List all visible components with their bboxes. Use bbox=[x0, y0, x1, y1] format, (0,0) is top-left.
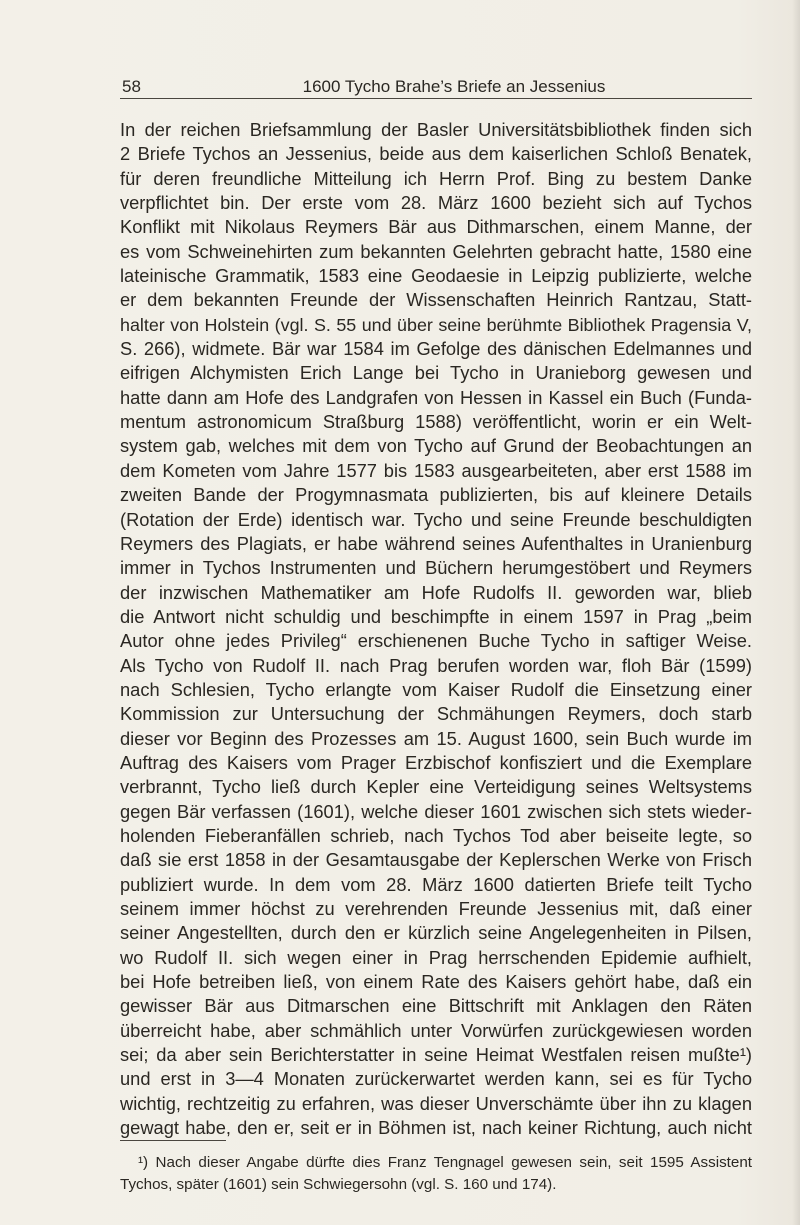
text-line: es vom Schweinehirten zum bekannten Gelehrten gebracht hatte, 1580 eine bbox=[120, 240, 752, 262]
text-line: verpflichtet bin. Der erste vom 28. März 1600 bezieht sich auf Tychos bbox=[120, 192, 752, 214]
text-line: die Antwort nicht schuldig und beschimpfte in einem 1597 in Prag „beim bbox=[120, 605, 752, 627]
page-number: 58 bbox=[122, 77, 141, 96]
text-line: Als Tycho von Rudolf II. nach Prag berufen worden war, floh Bär (1599) bbox=[120, 654, 752, 676]
text-line: sei; da aber sein Berichterstatter in seine Heimat Westfalen reisen mußte¹) bbox=[120, 1044, 752, 1066]
text-line: eifrigen Alchymisten Erich Lange bei Tycho in Uranieborg gewesen und bbox=[120, 362, 752, 384]
text-line: der inzwischen Mathematiker am Hofe Rudolfs II. geworden war, blieb bbox=[120, 581, 752, 603]
text-line: dem Kometen vom Jahre 1577 bis 1583 ausgearbeiteten, aber erst 1588 im bbox=[120, 459, 752, 481]
text-line: er dem bekannten Freunde der Wissenschaften Heinrich Rantzau, Statt- bbox=[120, 289, 752, 311]
text-line: gewisser Bär aus Ditmarschen eine Bittschrift mit Anklagen den Räten bbox=[120, 995, 752, 1017]
text-line: verbrannt, Tycho ließ durch Kepler eine Verteidigung seines Weltsystems bbox=[120, 776, 752, 798]
text-line: lateinische Grammatik, 1583 eine Geodaesie in Leipzig publizierte, welche bbox=[120, 265, 752, 287]
text-line: system gab, welches mit dem von Tycho auf Grund der Beobachtungen an bbox=[120, 435, 752, 457]
text-line: immer in Tychos Instrumenten und Büchern herumgestöbert und Reymers bbox=[120, 557, 752, 579]
text-line: Kommission zur Untersuchung der Schmähungen Reymers, doch starb bbox=[120, 703, 752, 725]
text-line: überreicht habe, aber schmählich unter Vorwürfen zurückgewiesen worden bbox=[120, 1019, 752, 1041]
text-line: wichtig, rechtzeitig zu erfahren, was dieser Unverschämte über ihn zu klagen bbox=[120, 1092, 752, 1114]
text-line: dieser vor Beginn des Prozesses am 15. August 1600, sein Buch wurde im bbox=[120, 727, 752, 749]
text-line: wo Rudolf II. sich wegen einer in Prag herrschenden Epidemie aufhielt, bbox=[120, 946, 752, 968]
text-line: publiziert wurde. In dem vom 28. März 1600 datierten Briefe teilt Tycho bbox=[120, 873, 752, 895]
running-title: 1600 Tycho Brahe’s Briefe an Jessenius bbox=[302, 77, 606, 96]
footnote-divider bbox=[120, 1140, 226, 1141]
text-line: und erst in 3—4 Monaten zurückerwartet werden kann, sei es für Tycho bbox=[120, 1068, 752, 1090]
page-header bbox=[120, 76, 752, 99]
text-line: seiner Angestellten, durch den er kürzlich seine Angelegenheiten in Pilsen, bbox=[120, 922, 752, 944]
text-line: seinem immer höchst zu verehrenden Freunde Jessenius mit, daß einer bbox=[120, 898, 752, 919]
text-line: gegen Bär verfassen (1601), welche dieser 1601 zwischen sich stets wieder- bbox=[120, 800, 752, 822]
text-line: Autor ohne jedes Privileg“ erschienenen Buche Tycho in saftiger Weise. bbox=[120, 630, 752, 652]
text-line: In der reichen Briefsammlung der Basler Universitätsbibliothek finden sich bbox=[120, 119, 752, 140]
text-line: bei Hofe betreiben ließ, von einem Rate des Kaisers gehört habe, daß ein bbox=[120, 971, 752, 993]
footnote bbox=[120, 1152, 752, 1196]
text-line: daß sie erst 1858 in der Gesamtausgabe der Keplerschen Werke von Frisch bbox=[120, 849, 752, 871]
text-line: holenden Fieberanfällen schrieb, nach Tychos Tod aber beiseite legte, so bbox=[120, 824, 752, 846]
body-text bbox=[120, 118, 752, 1140]
text-line: Konflikt mit Nikolaus Reymers Bär aus Dithmarschen, einem Manne, der bbox=[120, 216, 752, 238]
text-line: gewagt habe, den er, seit er in Böhmen ist, nach keiner Richtung, auch nicht bbox=[120, 1117, 752, 1139]
footnote-line: ¹) Nach dieser Angabe dürfte dies Franz Tengnagel gewesen sein, seit 1595 Assistent bbox=[138, 1154, 752, 1171]
footnote-line: Tychos, später (1601) sein Schwiegersohn (vgl. S. 160 und 174). bbox=[120, 1176, 557, 1193]
text-line: S. 266), widmete. Bär war 1584 im Gefolge des dänischen Edelmannes und bbox=[120, 338, 752, 360]
text-line: 2 Briefe Tychos an Jessenius, beide aus dem kaiserlichen Schloß Benatek, bbox=[120, 143, 752, 165]
text-line: (Rotation der Erde) identisch war. Tycho und seine Freunde beschuldigten bbox=[120, 508, 752, 530]
text-line: halter von Holstein (vgl. S. 55 und über seine berühmte Bibliothek Pragensia V, bbox=[120, 314, 752, 335]
text-line: Auftrag des Kaisers vom Prager Erzbischof konfisziert und die Exemplare bbox=[120, 751, 752, 773]
text-line: zweiten Bande der Progymnasmata publizierten, bis auf kleinere Details bbox=[120, 484, 752, 506]
text-line: hatte dann am Hofe des Landgrafen von Hessen in Kassel ein Buch (Funda- bbox=[120, 386, 752, 408]
text-line: mentum astronomicum Straßburg 1588) veröffentlicht, worin er ein Welt- bbox=[120, 411, 752, 433]
text-line: für deren freundliche Mitteilung ich Herrn Prof. Bing zu bestem Danke bbox=[120, 167, 752, 189]
text-line: Reymers des Plagiats, er habe während seines Aufenthaltes in Uranienburg bbox=[120, 532, 752, 554]
text-line: nach Schlesien, Tycho erlangte vom Kaiser Rudolf die Einsetzung einer bbox=[120, 678, 752, 700]
